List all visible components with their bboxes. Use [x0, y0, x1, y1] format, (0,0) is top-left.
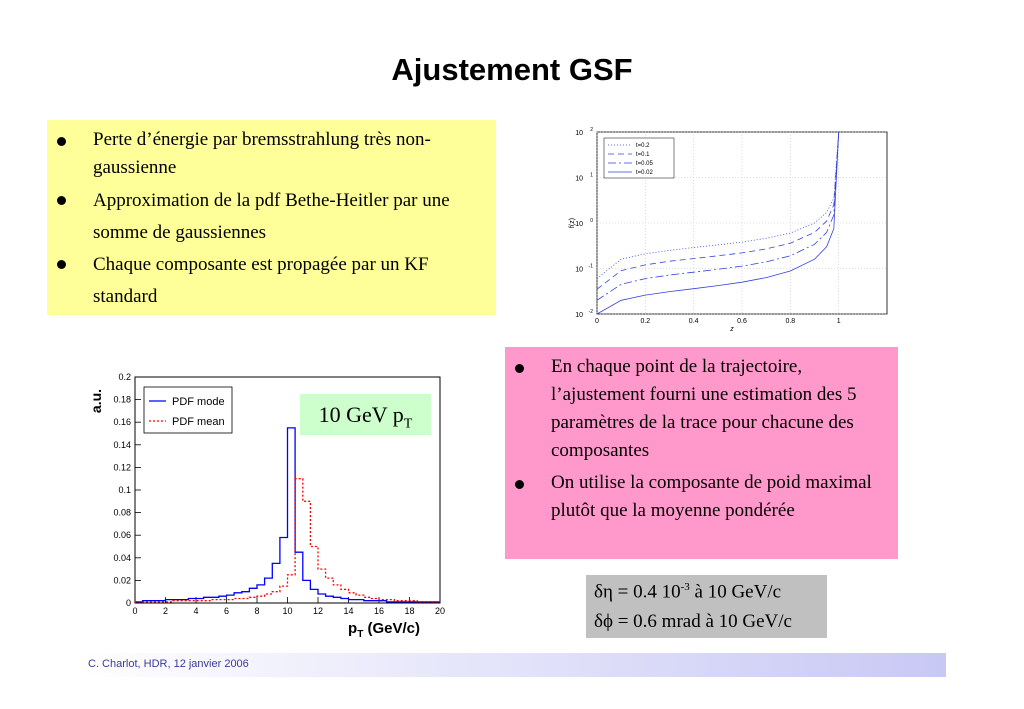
- y-tick-exponent: -1: [588, 263, 593, 270]
- eta-resolution-text: δη = 0.4 10: [594, 581, 681, 603]
- y-axis-label: f(z): [569, 217, 576, 229]
- bullet-item: [47, 126, 487, 185]
- x-axis-label: $p_T$ (GeV/c): [348, 620, 420, 640]
- x-tick-label: 14: [343, 606, 354, 616]
- legend-label: PDF mean: [172, 416, 225, 428]
- bethe-heitler-chart: [565, 126, 895, 336]
- y-tick-label: 0.02: [113, 575, 131, 586]
- y-tick-label: 10: [575, 266, 583, 274]
- legend-label: t=0.1: [636, 152, 650, 158]
- bullet-item: [47, 249, 487, 313]
- footer-text: C. Charlot, HDR, 12 janvier 2006: [88, 658, 249, 670]
- y-tick-label: 0.2: [118, 372, 131, 382]
- y-tick-exponent: 1: [590, 172, 593, 179]
- x-tick-label: 20: [434, 606, 446, 616]
- pink-bullet-box: [505, 347, 898, 559]
- page-title: Ajustement GSF: [391, 52, 633, 87]
- y-tick-exponent: 2: [590, 127, 593, 133]
- bullet-item: [47, 185, 487, 249]
- x-tick-label: 0: [595, 318, 599, 325]
- eta-resolution-unit: à 10 GeV/c: [689, 581, 782, 603]
- resolution-box: [586, 575, 827, 638]
- bullet-dot-icon: [57, 196, 66, 205]
- y-tick-label: 10: [575, 175, 583, 183]
- y-tick-label: 0.14: [113, 439, 131, 450]
- phi-resolution: δϕ = 0.6 mrad à 10 GeV/c: [594, 611, 792, 632]
- yellow-bullet-box: [47, 120, 496, 315]
- x-tick-label: 12: [312, 606, 324, 616]
- y-tick-label: 10: [575, 130, 583, 137]
- energy-label-box: [300, 394, 431, 435]
- x-axis-label: z: [730, 326, 734, 333]
- y-tick-label: 0.1: [118, 485, 131, 495]
- y-tick-exponent: -2: [588, 309, 593, 315]
- x-tick-label: 6: [223, 606, 230, 616]
- energy-label-sub: T: [403, 416, 413, 432]
- x-tick-label: 0.2: [640, 318, 651, 325]
- bullet-dot-icon: [57, 137, 66, 146]
- y-tick-label: 0.04: [113, 552, 131, 563]
- y-tick-label: 0.06: [113, 530, 131, 541]
- y-tick-label: 0.08: [113, 507, 131, 518]
- x-tick-label: 0.4: [688, 318, 699, 325]
- x-tick-label: 16: [373, 606, 385, 616]
- y-tick-label: 10: [575, 312, 583, 319]
- legend-label: t=0.02: [636, 170, 653, 176]
- legend-label: t=0.05: [636, 161, 653, 167]
- y-tick-label: 10: [575, 221, 583, 228]
- eta-resolution: [594, 581, 781, 603]
- energy-label: 10 GeV p: [318, 402, 404, 427]
- bullet-item: [505, 353, 890, 465]
- bullet-text: Perte d’énergie par bremsstrahlung très non-gaussienne: [93, 129, 431, 178]
- x-tick-label: 8: [254, 606, 260, 616]
- bullet-item: [505, 469, 890, 525]
- x-tick-label: 0.6: [737, 318, 747, 325]
- x-tick-label: 18: [404, 606, 415, 616]
- x-tick-label: 1: [836, 318, 841, 325]
- y-axis-label: a.u.: [88, 388, 104, 414]
- bullet-dot-icon: [57, 260, 66, 269]
- bullet-text: On utilise la composante de poid maximal plutôt que la moyenne pondérée: [551, 472, 872, 521]
- eta-resolution-exponent: -3: [680, 581, 690, 593]
- y-tick-label: 0.18: [113, 394, 131, 405]
- bullet-text: Approximation de la pdf Bethe-Heitler par une somme de gaussiennes: [93, 190, 450, 243]
- bullet-text: En chaque point de la trajectoire, l’ajustement fourni une estimation des 5 paramètres de la trace pour chacune des composantes: [551, 356, 857, 461]
- legend-label: PDF mode: [172, 396, 225, 408]
- x-tick-label: 4: [193, 606, 199, 616]
- x-tick-label: 2: [162, 606, 169, 616]
- y-tick-label: 0.16: [113, 417, 131, 428]
- bullet-dot-icon: [515, 364, 524, 373]
- x-tick-label: 0: [132, 606, 138, 616]
- bullet-dot-icon: [515, 480, 524, 489]
- y-tick-label: 0: [125, 598, 131, 608]
- y-tick-exponent: 0: [590, 218, 593, 224]
- x-tick-label: 0.8: [785, 318, 796, 325]
- y-tick-label: 0.12: [113, 462, 131, 473]
- bullet-text: Chaque composante est propagée par un KF standard: [93, 254, 429, 307]
- legend-label: t=0.2: [636, 143, 650, 149]
- x-tick-label: 10: [282, 606, 293, 616]
